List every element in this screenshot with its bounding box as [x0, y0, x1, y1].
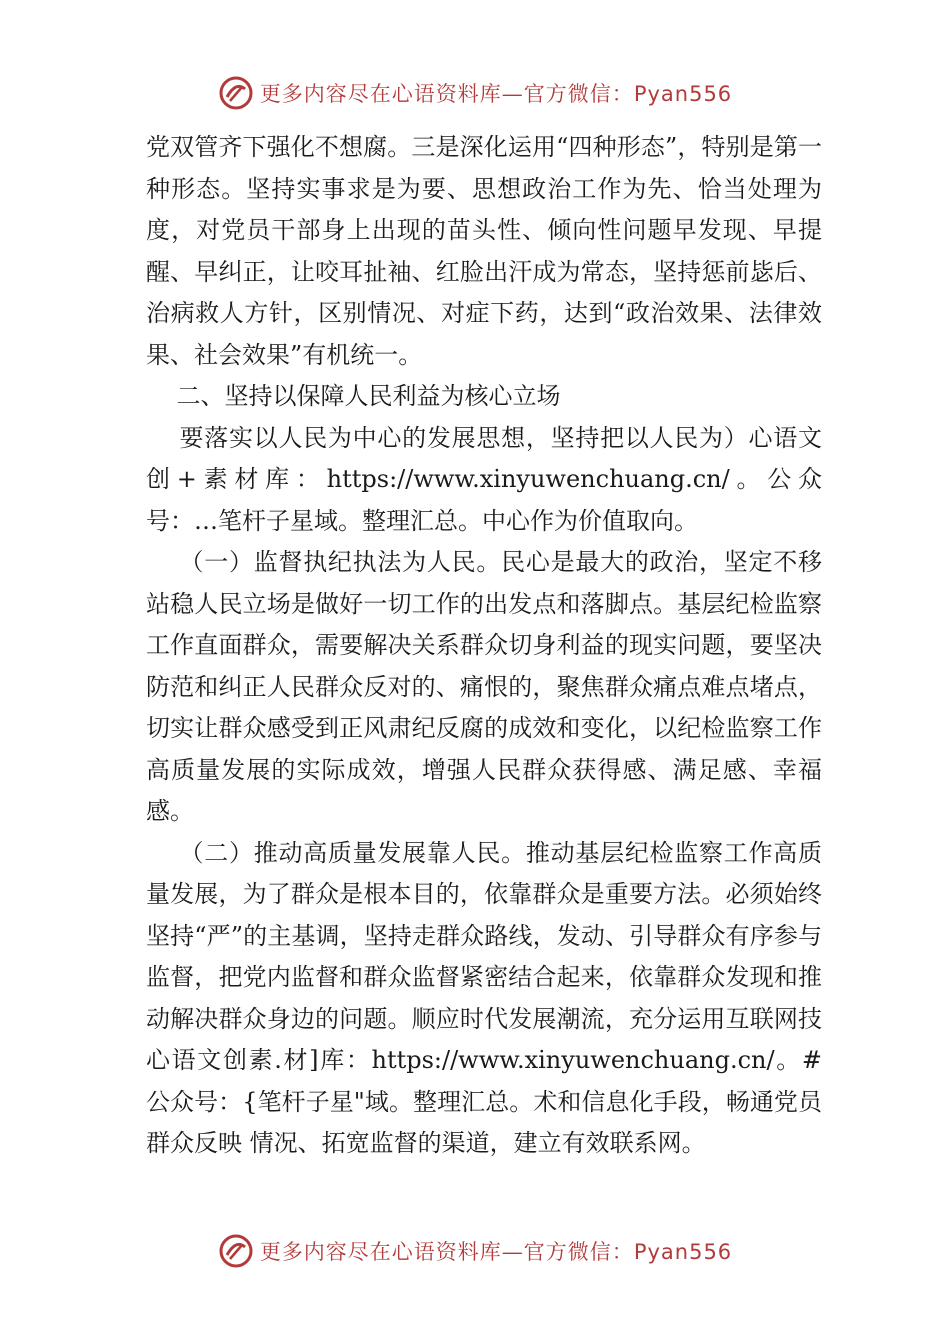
paragraph: 要落实以人民为中心的发展思想，坚持把以人民为）心语文创+素材库：https://www.xinyuwenchuang.cn/。公众号：…笔杆子星域。整理汇总。中心作为价值取向。 — [146, 423, 823, 535]
section-heading: 二、坚持以保障人民利益为核心立场 — [146, 382, 561, 410]
logo-icon — [218, 1233, 254, 1269]
banner-text: 更多内容尽在心语资料库—官方微信：Pyan556 — [259, 1240, 733, 1264]
footer-banner — [0, 1226, 950, 1276]
logo-icon — [218, 75, 254, 111]
banner-text: 更多内容尽在心语资料库—官方微信：Pyan556 — [259, 82, 733, 106]
document-body — [146, 127, 822, 1165]
paragraph: （二）推动高质量发展靠人民。推动基层纪检监察工作高质量发展，为了群众是根本目的，依靠群众是重要方法。必须始终坚持“严”的主基调，坚持走群众路线，发动、引导群众有序参与监督，把党内监督和群众监督紧密结合起来，依靠群众发现和推动解决群众身边的问题。顺应时代发展潮流，充分运用互联网技心语文创素.材]库：https://www.xinyuwenchuang.cn/。#公众号：{笔杆子星"域。整理汇总。术和信息化手段，畅通党员群众反映 情况、拓宽监督的渠道，建立有效联系网。 — [146, 838, 823, 1157]
paragraph: （一）监督执纪执法为人民。民心是最大的政治，坚定不移站稳人民立场是做好一切工作的出发点和落脚点。基层纪检监察工作直面群众，需要解决关系群众切身利益的现实问题，要坚决防范和纠正人民群众反对的、痛恨的，聚焦群众痛点难点堵点，切实让群众感受到正风肃纪反腐的成效和变化，以纪检监察工作高质量发展的实际成效，增强人民群众获得感、满足感、幸福感。 — [146, 548, 823, 825]
header-banner — [0, 68, 950, 118]
paragraph: 党双管齐下强化不想腐。三是深化运用“四种形态”，特别是第一种形态。坚持实事求是为要、思想政治工作为先、恰当处理为度，对党员干部身上出现的苗头性、倾向性问题早发现、早提醒、早纠正，让咬耳扯袖、红脸出汗成为常态，坚持惩前毖后、治病救人方针，区别情况、对症下药，达到“政治效果、法律效果、社会效果”有机统一。 — [146, 133, 822, 369]
